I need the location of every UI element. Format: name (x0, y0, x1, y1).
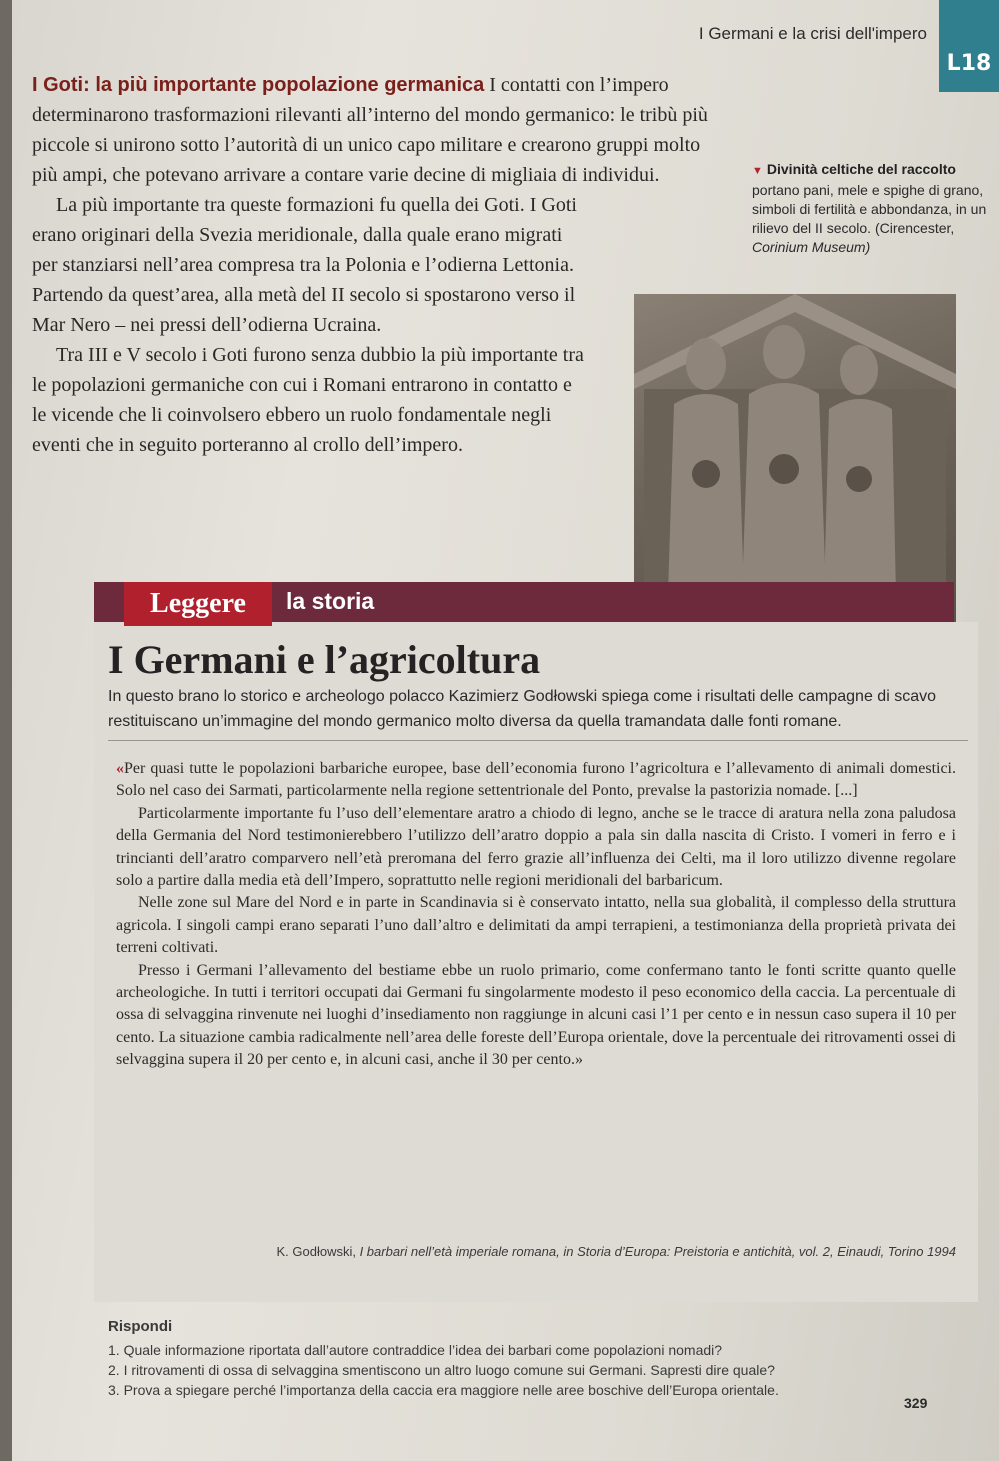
source-citation (116, 1244, 956, 1259)
reading-sublabel: la storia (286, 588, 375, 614)
caption-museum: Corinium Museum) (752, 239, 871, 255)
source-title: I barbari nell’età imperiale romana (359, 1244, 557, 1259)
section-title: I Goti: la più importante popolazione germanica (32, 74, 485, 96)
caption-text: portano pani, mele e spighe di grano, simboli di fertilità e abbondanza, in un rilievo del II secolo. (Cirencester, (752, 182, 987, 236)
questions-label: Rispondi (108, 1318, 173, 1335)
divider (108, 740, 968, 741)
triangle-icon: ▼ (752, 165, 763, 177)
running-title: I Germani e la crisi dell'impero (698, 24, 927, 43)
image-caption (752, 160, 992, 257)
reading-quote (116, 758, 956, 1072)
paragraph-2: La più importante tra queste formazioni fu quella dei Goti. I Goti erano originari della Svezia meridionale, dalla quale erano migrati per stanziarsi nell’area compresa tra la Polonia e l’odierna Lettonia. Partendo da quest’area, alla metà del II secolo si spostarono verso il Mar Nero – nei pressi dell’odierna Ucraina. (32, 194, 577, 336)
caption-title: Divinità celtiche del raccolto (766, 161, 956, 177)
reading-title: I Germani e l’agricoltura (108, 637, 541, 682)
quote-text-1: Per quasi tutte le popolazioni barbariche europee, base dell’economia furono l’agricoltura e l’allevamento di animali domestici. Solo nel caso dei Sarmati, particolarmente nella regione settentrionale del Ponto, prevalse la pastorizia nomade. [...] (116, 760, 956, 800)
reading-intro: In questo brano lo storico e archeologo polacco Kazimierz Godłowski spiega come i risultati delle campagne di scavo restituiscano un’immagine del mondo germanico molto diversa da quella tramandata dalle fonti romane. (108, 688, 936, 730)
paragraph-1 (32, 70, 722, 190)
question-item: 1. Quale informazione riportata dall’autore contraddice l’idea dei barbari come popolazioni nomadi? (108, 1342, 723, 1358)
quote-paragraph: Presso i Germani l’allevamento del bestiame ebbe un ruolo primario, come confermano tanto le fonti scritte quanto quelle archeologiche. In tutti i territori occupati dai Germani fu singolarmente modesto il peso economico della caccia. La percentuale di ossa di selvaggina rinvenute nei luoghi d’insediamento non raggiunge in alcuni casi l’1 per cento e in nessun caso supera il 10 per cento. La situazione cambia radicalmente nell’area delle foreste dell’Europa orientale, dove la percentuale dei ritrovamenti ossei di selvaggina supera il 20 per cento e, in alcuni casi, anche il 30 per cento.» (116, 961, 956, 1069)
paragraph-3: Tra III e V secolo i Goti furono senza dubbio la più importante tra le popolazioni germaniche con cui i Romani entrarono in contatto e le vicende che li coinvolsero ebbero un ruolo fondamentale negli eventi che in seguito porteranno al crollo dell’impero. (32, 344, 584, 456)
question-item: 3. Prova a spiegare perché l’importanza della caccia era maggiore nelle aree boschive dell’Europa orientale. (108, 1382, 779, 1398)
question-item: 2. I ritrovamenti di ossa di selvaggina smentiscono un altro luogo comune sui Germani. Sapresti dire quale? (108, 1362, 775, 1378)
quote-paragraph: Particolarmente importante fu l’uso dell’elementare aratro a chiodo di legno, anche se le tracce di aratura nella zona paludosa della Germania del Nord testimonierebbero l’utilizzo dell’aratro doppio a pala sin dalla nascita di Cristo. I vomeri in ferro e i trincianti dell’aratro comparvero nell’età preromana del ferro grazie all’influenza dei Celti, ma il loro utilizzo divenne regolare solo a partire dalla media età dell’Impero, soprattutto nelle regioni meridionali del barbaricum. (116, 804, 956, 890)
quote-paragraph (116, 758, 956, 803)
lesson-tag: L18 (939, 0, 999, 92)
main-text (32, 70, 722, 460)
page-number: 329 (904, 1395, 928, 1411)
textbook-page (12, 0, 999, 1461)
quote-paragraph: Nelle zone sul Mare del Nord e in parte in Scandinavia si è conservato intatto, nella sua globalità, il complesso della struttura agricola. I singoli campi erano separati l’uno dall’altro e delimitati da ampi terrapieni, a testimonianza della proprietà privata dei terreni coltivati. (116, 894, 956, 957)
celtic-deities-relief-image (634, 294, 956, 624)
source-rest: , in Storia d’Europa: Preistoria e antichità, vol. 2, Einaudi, Torino 1994 (556, 1244, 956, 1259)
quote-mark: « (116, 760, 124, 777)
paragraph-1-text: I contatti con l’impero determinarono trasformazioni rilevanti all’interno del mondo germanico: le tribù più piccole si unirono sotto l’autorità di un unico capo militare e crearono gruppi molto più ampi, che potevano arrivare a contare varie decine di migliaia di individui. (32, 74, 708, 186)
source-author: K. Godłowski, (276, 1244, 360, 1259)
reading-label: Leggere (124, 582, 272, 626)
questions-list (108, 1340, 908, 1400)
